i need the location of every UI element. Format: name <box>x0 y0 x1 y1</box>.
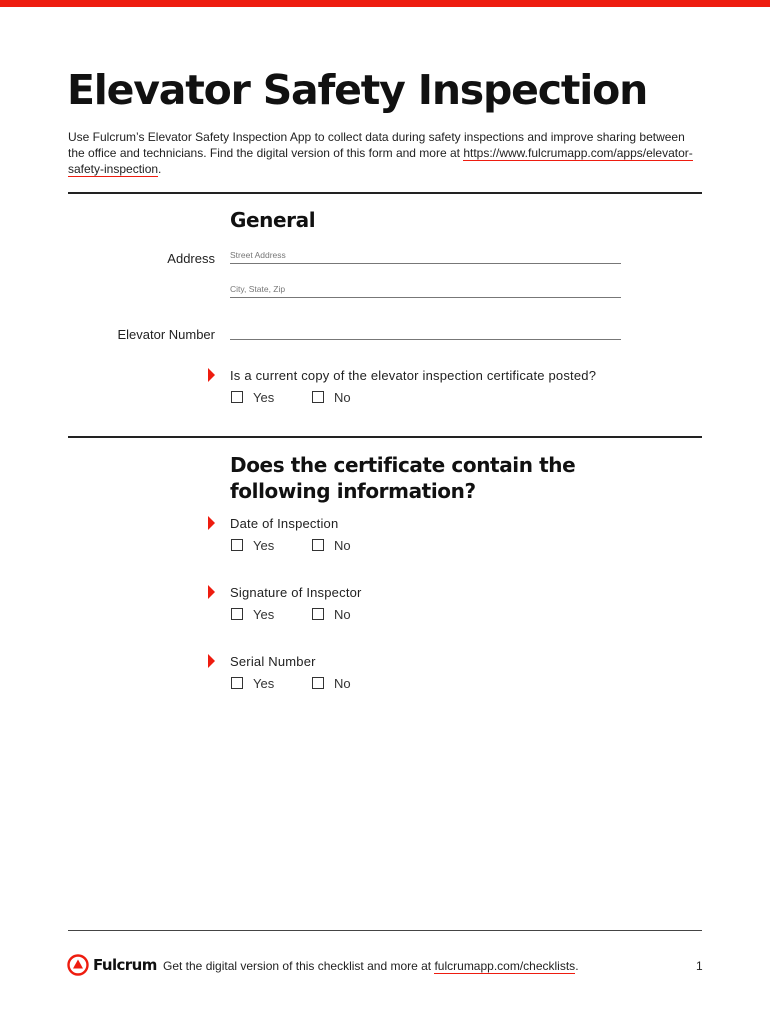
footer-text <box>163 959 579 973</box>
elevator-number-label: Elevator Number <box>117 327 215 342</box>
checkbox-icon[interactable] <box>231 677 243 689</box>
checkbox-icon[interactable] <box>231 391 243 403</box>
checkbox-icon[interactable] <box>312 608 324 620</box>
top-accent-bar <box>0 0 770 7</box>
option-label-no: No <box>334 607 351 622</box>
question-marker-icon <box>208 654 215 668</box>
fulcrum-logo-icon <box>67 954 89 976</box>
intro-text: Use Fulcrum’s Elevator Safety Inspection App to collect data during safety inspections and improve sharing between the office and technicians. Find the digital version of this form and more at <box>68 130 685 160</box>
section-heading-general: General <box>230 208 316 232</box>
intro-paragraph <box>68 129 698 177</box>
option-label-yes: Yes <box>253 390 275 405</box>
city-state-zip-placeholder: City, State, Zip <box>230 284 286 294</box>
serial-number-yes[interactable] <box>231 676 274 691</box>
option-label-no: No <box>334 538 351 553</box>
checkbox-icon[interactable] <box>231 608 243 620</box>
section-divider <box>68 192 702 194</box>
question-date-of-inspection: Date of Inspection <box>230 516 339 531</box>
intro-end: . <box>158 162 162 176</box>
signature-of-inspector-no[interactable] <box>312 607 351 622</box>
question-certificate-posted: Is a current copy of the elevator inspection certificate posted? <box>230 368 597 383</box>
section-divider <box>68 436 702 438</box>
checkbox-icon[interactable] <box>312 677 324 689</box>
page-number: 1 <box>696 959 703 973</box>
footer-text-main: Get the digital version of this checklist and more at <box>163 959 435 973</box>
option-label-no: No <box>334 676 351 691</box>
page-title: Elevator Safety Inspection <box>67 66 648 114</box>
footer-text-end: . <box>575 959 579 973</box>
date-of-inspection-no[interactable] <box>312 538 351 553</box>
checkbox-icon[interactable] <box>312 391 324 403</box>
option-label-no: No <box>334 390 351 405</box>
fulcrum-brand-name: Fulcrum <box>93 956 157 974</box>
option-label-yes: Yes <box>253 538 275 553</box>
question-signature-of-inspector: Signature of Inspector <box>230 585 362 600</box>
footer-divider <box>68 930 702 931</box>
question-marker-icon <box>208 585 215 599</box>
serial-number-no[interactable] <box>312 676 351 691</box>
date-of-inspection-yes[interactable] <box>231 538 274 553</box>
certificate-posted-yes[interactable] <box>231 390 274 405</box>
city-state-zip-field[interactable] <box>230 284 621 298</box>
option-label-yes: Yes <box>253 676 275 691</box>
heading-line-1: Does the certificate contain the <box>230 453 576 477</box>
intro-link[interactable]: https://www.fulcrumapp.com/apps/elevator-safety-inspection <box>68 146 693 176</box>
street-address-field[interactable] <box>230 250 621 264</box>
elevator-number-field[interactable] <box>230 326 621 340</box>
address-label: Address <box>167 251 215 266</box>
fulcrum-logo <box>67 954 157 981</box>
certificate-posted-no[interactable] <box>312 390 351 405</box>
footer-link[interactable]: fulcrumapp.com/checklists <box>434 959 576 973</box>
option-label-yes: Yes <box>253 607 275 622</box>
checkbox-icon[interactable] <box>231 539 243 551</box>
street-address-placeholder: Street Address <box>230 250 286 260</box>
checkbox-icon[interactable] <box>312 539 324 551</box>
question-marker-icon <box>208 516 215 530</box>
signature-of-inspector-yes[interactable] <box>231 607 274 622</box>
heading-line-2: following information? <box>230 479 476 503</box>
question-serial-number: Serial Number <box>230 654 316 669</box>
question-marker-icon <box>208 368 215 382</box>
section-heading-certificate <box>230 452 575 504</box>
